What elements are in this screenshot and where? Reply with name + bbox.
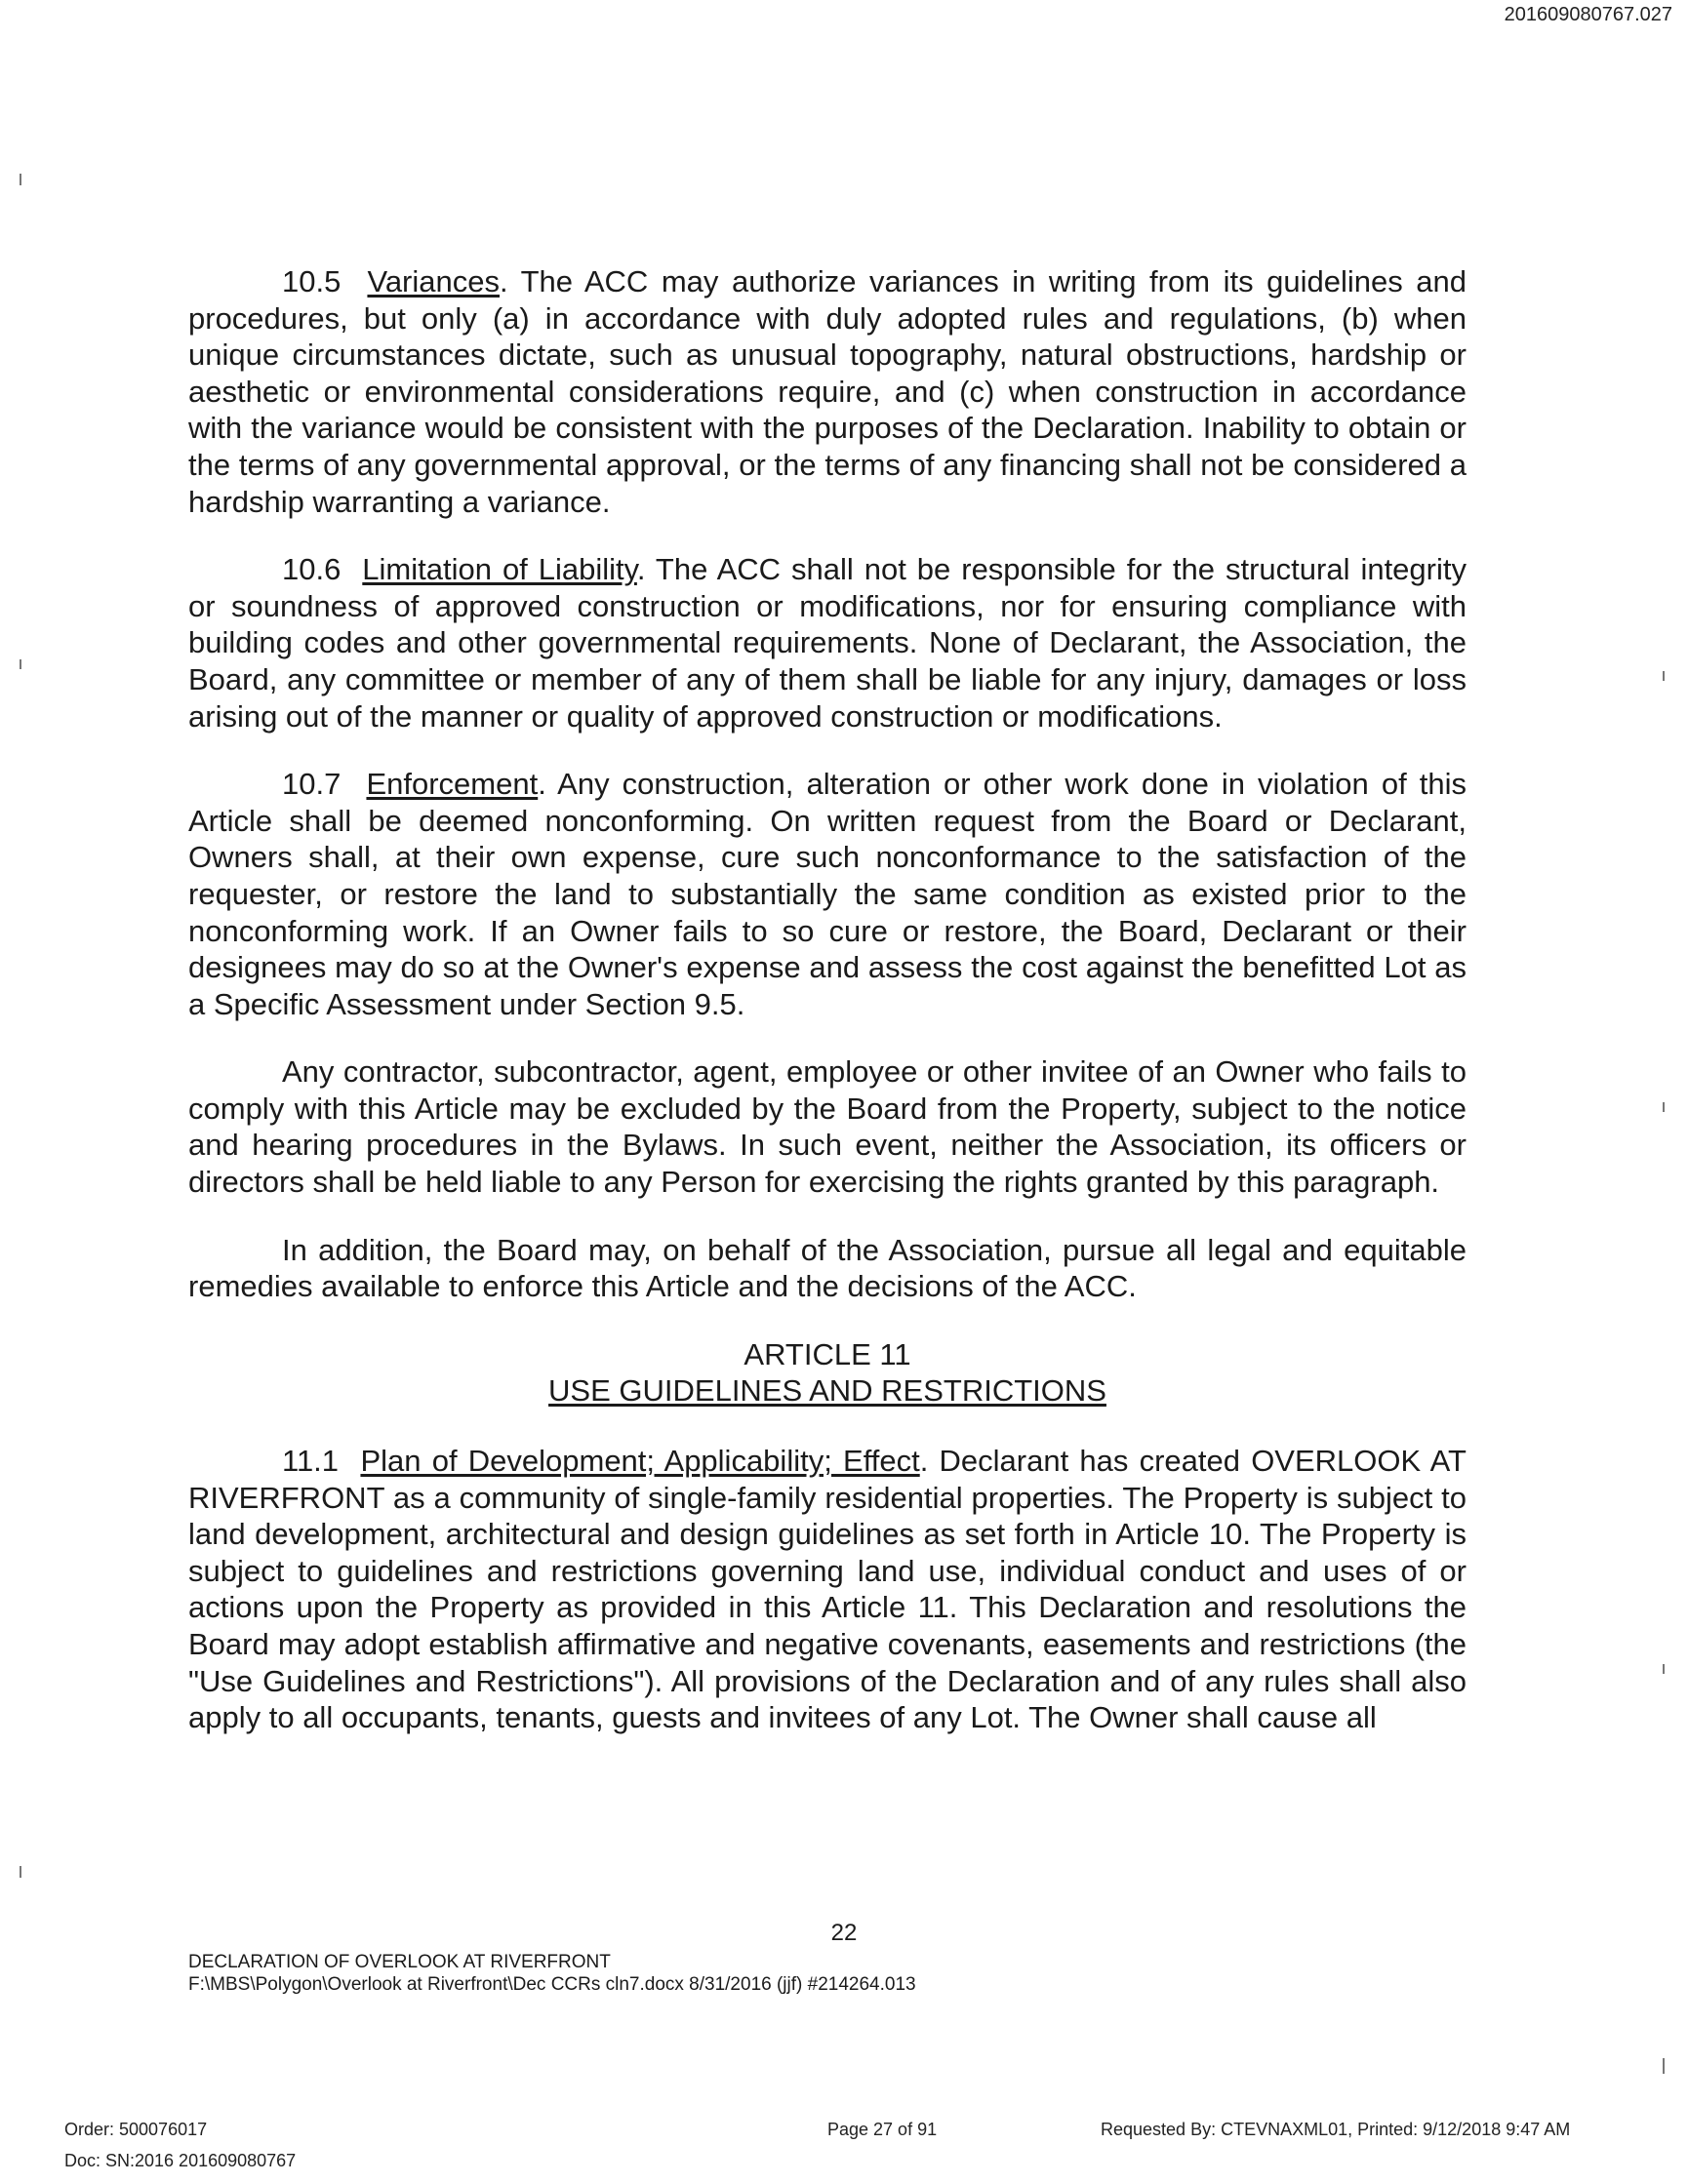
section-number: 11.1 (282, 1444, 340, 1479)
page-counter: Page 27 of 91 (827, 2120, 938, 2139)
scan-mark (1663, 2058, 1665, 2074)
section-body: . The ACC may authorize variances in writing from its guidelines and procedures, but only (a) in accordance with duly adopted rules and regulations, (b) when unique circumstances dictate, such as unusual topography, natural obstructions, hardship or aesthetic or environmental considerations require, and (c) when construction in accordance with the variance would be consistent with the purposes of the Declaration. Inability to obtain or the terms of any governmental approval, or the terms of any financing shall not be considered a hardship warranting a variance. (188, 264, 1467, 519)
footer-path: F:\MBS\Polygon\Overlook at Riverfront\Dec CCRs cln7.docx 8/31/2016 (jjf) #214264.013 (188, 1974, 916, 1995)
section-11-1 (188, 1443, 1467, 1736)
section-10-6 (188, 551, 1467, 735)
scan-mark (20, 174, 21, 185)
section-10-5 (188, 263, 1467, 520)
section-title: Enforcement (366, 767, 539, 802)
section-title: Variances (367, 264, 500, 298)
scan-mark (1663, 1102, 1665, 1112)
scan-mark (1663, 671, 1665, 681)
section-title: Plan of Development; Applicability; Effect (360, 1444, 920, 1479)
record-number: 201609080767.027 (1504, 4, 1672, 25)
paragraph-contractors: Any contractor, subcontractor, agent, employee or other invitee of an Owner who fails to comply with this Article may be excluded by the Board from the Property, subject to the notice and hearing procedures in the Bylaws. In such event, neither the Association, its officers or directors shall be held liable to any Person for exercising the rights granted by this paragraph. (188, 1054, 1467, 1200)
document-footer (188, 1951, 916, 1996)
article-subtitle: USE GUIDELINES AND RESTRICTIONS (548, 1373, 1106, 1409)
section-body: . The ACC shall not be responsible for the structural integrity or soundness of approved construction or modifications, nor for ensuring compliance with building codes and other governmental requirements. None of Declarant, the Association, the Board, any committee or member of any of them shall be liable for any injury, damages or loss arising out of the manner or quality of approved construction or modifications. (188, 552, 1467, 734)
section-body: . Declarant has created OVERLOOK AT RIVERFRONT as a community of single-family residential properties. The Property is subject to land development, architectural and design guidelines as set forth in Article 10. The Property is subject to guidelines and restrictions governing land use, individual conduct and uses of or actions upon the Property as provided in this Article 11. This Declaration and resolutions the Board may adopt establish affirmative and negative covenants, easements and restrictions (the "Use Guidelines and Restrictions"). All provisions of the Declaration and of any rules shall also apply to all occupants, tenants, guests and invitees of any Lot. The Owner shall cause all (188, 1444, 1467, 1735)
order-number: Order: 500076017 (64, 2120, 208, 2139)
scan-mark (1663, 1664, 1665, 1674)
scan-mark (20, 659, 21, 669)
page-number: 22 (830, 1920, 858, 1946)
section-body: . Any construction, alteration or other work done in violation of this Article shall be deemed nonconforming. On written request from the Board or Declarant, Owners shall, at their own expense, cure such nonconformance to the satisfaction of the requester, or restore the land to substantially the same condition as existed prior to the nonconforming work. If an Owner fails to so cure or restore, the Board, Declarant or their designees may do so at the Owner's expense and assess the cost against the benefitted Lot as a Specific Assessment under Section 9.5. (188, 767, 1467, 1021)
section-10-7 (188, 766, 1467, 1022)
footer-title: DECLARATION OF OVERLOOK AT RIVERFRONT (188, 1952, 611, 1972)
article-heading-block (188, 1336, 1467, 1410)
requested-by: Requested By: CTEVNAXML01, Printed: 9/12/2018 9:47 AM (1101, 2120, 1571, 2139)
scan-mark (20, 1866, 21, 1878)
section-number: 10.7 (282, 767, 342, 802)
section-number: 10.6 (282, 552, 342, 587)
doc-number: Doc: SN:2016 201609080767 (64, 2151, 297, 2170)
document-body (188, 263, 1467, 1767)
section-title: Limitation of Liability (362, 552, 637, 587)
paragraph-remedies: In addition, the Board may, on behalf of the Association, pursue all legal and equitable remedies available to enforce this Article and the decisions of the ACC. (188, 1232, 1467, 1304)
section-number: 10.5 (282, 264, 342, 298)
article-heading: ARTICLE 11 (744, 1336, 911, 1371)
